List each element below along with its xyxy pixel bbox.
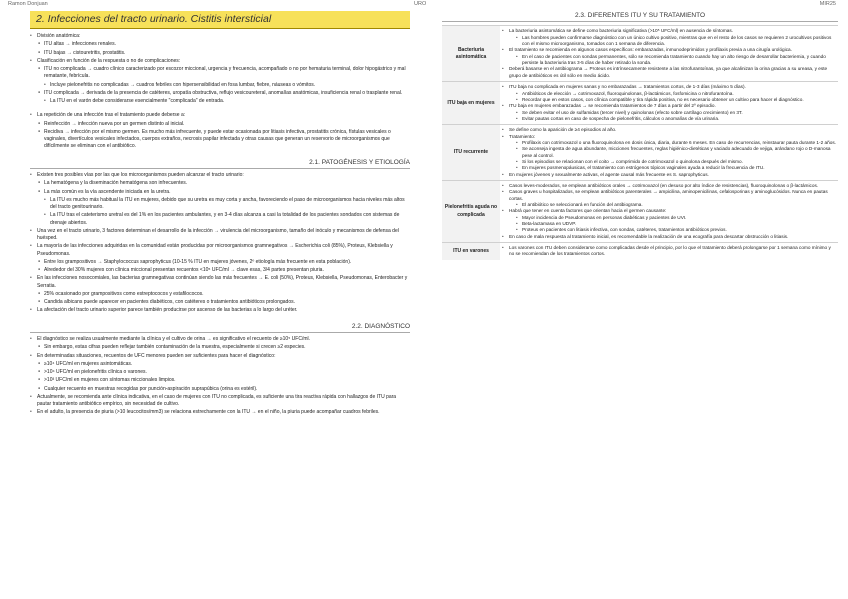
list-item: ● ≥10⁴ UFC/ml en mujeres asintomáticas. — [30, 361, 410, 368]
list-item: • La repetición de una infección tras el tratamiento puede deberse a: — [30, 112, 410, 119]
table-row — [442, 82, 838, 125]
row-content — [500, 125, 838, 181]
row-list — [502, 245, 836, 258]
list-item: ● La hematógena y la diseminación hematógena son infrecuentes. — [30, 180, 410, 187]
list-item: • Existen tres posibles vías por las que los microorganismos pueden alcanzar el tracto urinario: — [30, 172, 410, 179]
list-item: • Incluye pielonefritis no complicadas → cuadros febriles con hipersensibilidad en fosa lumbar, fiebre, náuseas o vómitos. — [30, 82, 410, 89]
list-item: • Casos leves-moderados, se emplean antibióticos orales → cotrimoxazol (en desuso por alto índice de resistencias), fluoroquinolonas o β-lactámicos. — [502, 183, 836, 189]
list-item: • Si los episodios se relacionan con el coito → comprimido de cotrimoxazol o quinolona después del mismo. — [502, 159, 836, 165]
list-item: • Proteus en pacientes con litiasis infectiva, con sondas, catéteres, tratamientos antibióticos previos. — [502, 227, 836, 233]
row-list — [502, 28, 836, 79]
header-course: MIR25 — [819, 1, 836, 7]
list-item: ● Alrededor del 30% mujeres con clínica miccional presentan recuentos <10⁵ UFC/ml → clave esas, 3/4 partes presentan piuria. — [30, 267, 410, 274]
list-item: • Clasificación en función de la respuesta o no de complicaciones: — [30, 58, 410, 65]
section-treatment: 2.3. DIFERENTES ITU Y SU TRATAMIENTO — [442, 11, 838, 22]
row-label: ITU en varones — [442, 243, 500, 260]
list-item: • Recordar que en estos casos, con clínica compatible y tira rápida positiva, no es necesario obtener un cultivo para hacer el diagnóstico. — [502, 97, 836, 103]
list-item: ● >10⁴ UFC/ml en pielonefritis clínica o varones. — [30, 369, 410, 376]
list-item: • La bacteriuria asintomática se define como bacteriuria significativa (>10⁵ UFC/ml) en ausencia de síntomas. — [502, 28, 836, 34]
list-classification — [30, 33, 410, 105]
table-row — [442, 26, 838, 82]
list-item: • El antibiótico se seleccionará en función del antibiograma. — [502, 202, 836, 208]
list-item: • En el adulto, la presencia de piuria (>10 leucocitos/mm3) se relaciona estrechamente con la ITU → en el niño, la piuria puede acompañar cuadros febriles. — [30, 409, 410, 416]
header-author: Ramon Donjuan — [8, 1, 48, 7]
list-item: • Tratamiento: — [502, 134, 836, 140]
list-item: • En mujeres jóvenes y sexualmente activas, el agente causal más frecuente es S. saprophyticus. — [502, 172, 836, 178]
list-item: ● Entre los grampositivos → Staphylococcus saprophyticus (10-15 % ITU en mujeres jóvenes, 2º etiología más frecuente en esta población). — [30, 259, 410, 266]
list-item: • Se aconseja ingesta de agua abundante, micciones frecuentes, reglas higiénico-dietéticas y vaciado adecuado de vejiga, arándano rojo o D-manosa pese al control. — [502, 146, 836, 159]
list-item: • Casos graves u hospitalizados, se emplean antibióticos parenterales → ampicilina, aminopenicilinas, cefalosporinas y aminoglucósidos. Nunca en pautas cortas. — [502, 189, 836, 202]
row-label: Pielonefritis aguda no complicada — [442, 180, 500, 242]
row-label: ITU baja en mujeres — [442, 82, 500, 125]
header-subject: URO — [414, 1, 427, 7]
list-item: ● >10³ UFC/ml en mujeres con síntomas miccionales limpios. — [30, 377, 410, 384]
list-recurrence — [30, 112, 410, 150]
table-row — [442, 125, 838, 181]
treatment-table — [442, 25, 838, 259]
row-content — [500, 26, 838, 82]
row-content — [500, 180, 838, 242]
list-item: • Mayor incidencia de Pseudomonas en personas diabéticas y pacientes de UVI. — [502, 215, 836, 221]
table-row — [442, 180, 838, 242]
list-item: ● ITU altas → infecciones renales. — [30, 41, 410, 48]
row-label: Bacteriuria asintomática — [442, 26, 500, 82]
list-item: • Los varones con ITU deben considerarse como complicadas desde el principio, por lo que el tratamiento deberá prolongarse por 1 semana como mínimo y no se recomiendan de los tratamientos cortos. — [502, 245, 836, 258]
list-item: • ITU baja en mujeres embarazadas → se recomienda tratamientos de 7 días a partir del 2º episodio. — [502, 103, 836, 109]
right-column — [442, 11, 838, 260]
list-item: • División anatómica: — [30, 33, 410, 40]
list-diagnosis — [30, 336, 410, 417]
list-item: ● Reinfección → infección nueva por un germen distinto al inicial. — [30, 121, 410, 128]
list-item: • Evitar pautas cortas en caso de sospecha de pielonefritis, cálculos o anomalías de vía urinaria. — [502, 116, 836, 122]
list-item: • En mujeres posmenopáusicas, el tratamiento con estrógenos tópicos vaginales ayuda a reducir la frecuencia de ITU. — [502, 165, 836, 171]
table-row — [442, 243, 838, 260]
list-item: • La ITU tras el cateterismo uretral es del 1% en los pacientes ambulantes, y en 3-4 días alcanza a casi la totalidad de los pacientes sondados con sistemas de drenaje abiertos. — [30, 212, 410, 227]
row-label: ITU recurrente — [442, 125, 500, 181]
list-item: • La ITU en el varón debe considerarse esencialmente "complicada" de entrada. — [30, 98, 410, 105]
list-item: • Actualmente, se recomienda ante clínica indicativa, en el caso de mujeres con ITU no complicada, es suficiente una tira reactiva rápida con hallazgos de ITU para pautar tratamiento antibiótico empírico, sin necesidad de cultivo. — [30, 394, 410, 409]
list-item: • ITU baja no complicada en mujeres sanas y no embarazadas → tratamientos cortos, de 1-3 días (máximo 5 días). — [502, 84, 836, 90]
list-item: • El diagnóstico se realiza usualmente mediante la clínica y el cultivo de orina → es significativo el recuento de ≥10⁵ UFC/ml. — [30, 336, 410, 343]
list-item: • Profilaxis con cotrimoxazol o una fluoroquinolona en dosis única, diaria, durante 6 meses. En caso de recurrencias, reinstaurar pauta durante 1-2 años. — [502, 140, 836, 146]
chapter-title: 2. Infecciones del tracto urinario. Cistitis intersticial — [30, 11, 410, 29]
list-pathogenesis — [30, 172, 410, 315]
list-item: • Antibióticos de elección → cotrimoxazol, fluoroquinolonas, β-lactámicos, fosfomicina o nitrofurantoína. — [502, 91, 836, 97]
list-item: ● ITU complicada → derivada de la presencia de catéteres, uropatía obstructiva, reflujo vesicoureteral, anomalías anatómicas, insuficiencia renal o trasplante renal. — [30, 90, 410, 97]
list-item: • Se define como la aparición de ≥4 episodios al año. — [502, 127, 836, 133]
row-list — [502, 183, 836, 240]
row-list — [502, 84, 836, 122]
list-item: • Una vez en el tracto urinario, 3 factores determinan el desarrollo de la infección → virulencia del microorganismo, tamaño del inóculo y mecanismos de defensa del huésped. — [30, 228, 410, 243]
list-item: • Habrá que tener en cuenta factores que orientan hacia el germen causante: — [502, 208, 836, 214]
list-item: • Beta-lactamasa en UDVP. — [502, 221, 836, 227]
list-item: • En determinadas situaciones, recuentos de UFC menores pueden ser suficientes para hacer el diagnóstico: — [30, 353, 410, 360]
list-item: • Las hombres pueden confirmarse diagnóstico con un único cultivo positivo, mientras que en el resto de los casos se requieren 2 urocultivos positivos con el mismo microorganismo, tomados con 1 semana de diferencia. — [502, 35, 836, 48]
row-content — [500, 243, 838, 260]
list-item: ● ITU bajas → cistouretritis, prostatitis. — [30, 50, 410, 57]
section-pathogenesis: 2.1. PATOGÉNESIS Y ETIOLOGÍA — [30, 158, 410, 169]
list-item: • En caso de mala respuesta al tratamiento inicial, es recomendable la realización de una ecografía para descartar obstrucción o litiasis. — [502, 234, 836, 240]
row-list — [502, 127, 836, 178]
list-item: ● Candida albicans puede aparecer en pacientes diabéticos, con catéteres o tratamientos antibióticos prolongados. — [30, 299, 410, 306]
list-item: • La afectación del tracto urinario superior parece también producirse por ascenso de las bacterias a lo largo del uréter. — [30, 307, 410, 314]
list-item: ● 25% ocasionado por grampositivos como estreptococos y estafilococos. — [30, 291, 410, 298]
list-item: ● Sin embargo, estas cifras pueden reflejar también contaminación de la muestra, especialmente si crecen ≥2 especies. — [30, 344, 410, 351]
list-item: • La ITU es mucho más habitual la ITU en mujeres, debido que su uretra es muy corta y ancha, favoreciendo el paso de microorganismos hacia niveles más altos del tracto genitourinario. — [30, 197, 410, 212]
list-item: ● Cualquier recuento en muestras recogidas por punción-aspiración suprapúbica (orina es estéril). — [30, 386, 410, 393]
list-item: • Deberá basarse en el antibiograma → Proteus es intrínsecamente resistente a las nitrofurantoínas, ya que alcalinizan la orina gracias a su ureasa, y este grupo de antibióticos es útil sólo en medio ácido. — [502, 66, 836, 79]
list-item: ● ITU no complicada → cuadro clínico caracterizado por escozor miccional, urgencia y frecuencia, acompañado o no por hematuria terminal, dolor hipogástrico y mal rematante, febrícula. — [30, 66, 410, 81]
list-item: ● La más común es la vía ascendente iniciada en la uretra. — [30, 189, 410, 196]
section-diagnosis: 2.2. DIAGNÓSTICO — [30, 322, 410, 333]
list-item: • En el caso de pacientes con sondas permanentes, sólo se recomienda tratamiento cuando hay un alto riesgo de desarrollar bacteriemia, y cuando persiste la bacteriuria tras 3-5 días de haber retirado la sonda. — [502, 54, 836, 67]
list-item: ● Recidiva → infección por el mismo germen. Es mucho más infrecuente, y puede estar ocasionada por litiasis infectiva, prostatitis crónica, fístulas vesicales o vaginales, divertículos vesicales infectados, cuerpos extraños, necrosis papilar infectada y otras causas que generan un reservorio de microorganismos que difícilmente se eliminan con el antibiótico. — [30, 129, 410, 151]
list-item: • El tratamiento se recomienda en algunos casos específicos: embarazadas, inmunodeprimidos y profilaxis previa a una cirugía urológica. — [502, 47, 836, 53]
left-column — [30, 11, 410, 418]
list-item: • La mayoría de las infecciones adquiridas en la comunidad están producidas por microorganismos gramnegativos → Escherichia coli (85%), Proteus, Klebsiella y Pseudomonas. — [30, 243, 410, 258]
list-item: • Se deben evitar el uso de sulfamidas (tercer nivel) y quinolonas (efecto sobre cartílago crecimiento) en 3T. — [502, 110, 836, 116]
list-item: • En las infecciones nosocomiales, las bacterias gramnegativas continúan siendo las más frecuentes → E. coli (50%), Proteus, Klebsiella, Pseudomonas, Enterobacter y Serratia. — [30, 275, 410, 290]
row-content — [500, 82, 838, 125]
